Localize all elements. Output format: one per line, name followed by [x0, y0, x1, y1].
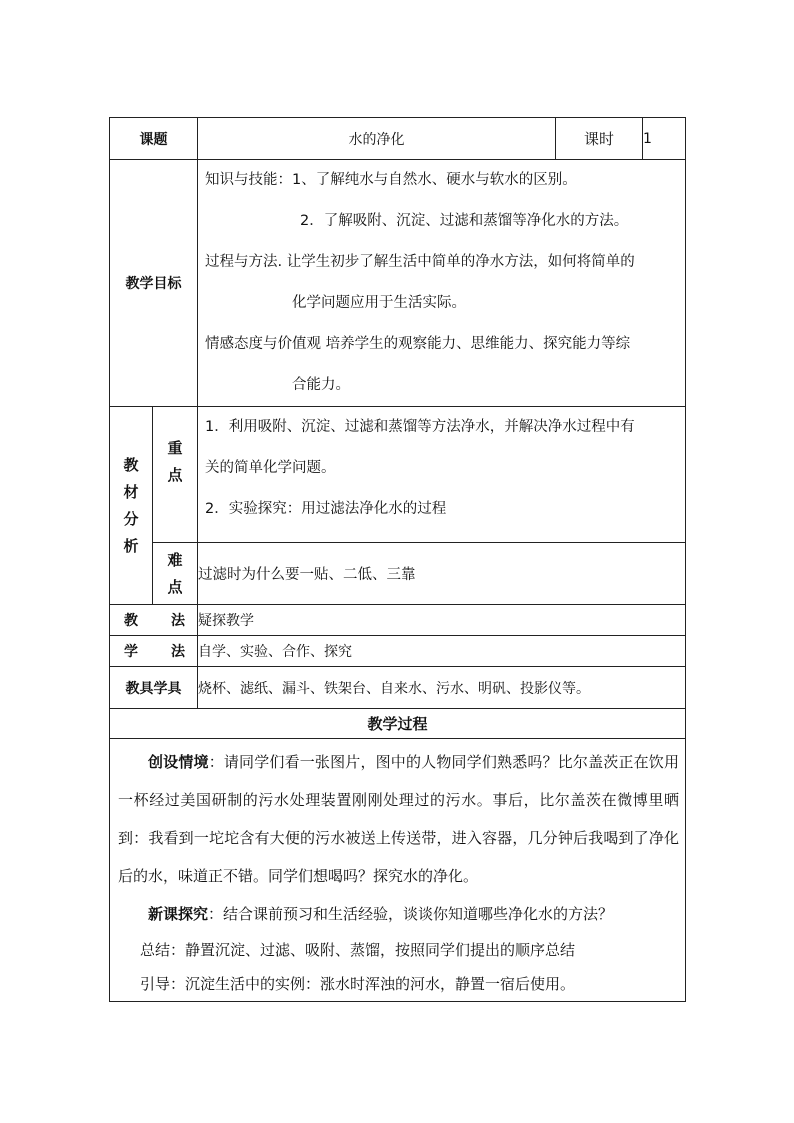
guide-line: 引导：沉淀生活中的实例：涨水时浑浊的河水，静置一宿后使用。: [140, 975, 576, 993]
lesson-plan-table: [109, 117, 686, 1002]
goal-line-4: 化学问题应用于生活实际。: [292, 295, 466, 311]
difficult-points-row: [110, 543, 686, 605]
goals-label: 教学目标: [110, 160, 198, 407]
learning-method-label: [110, 636, 198, 667]
key-line-3: 2．实验探究：用过滤法净化水的过程: [205, 501, 447, 517]
key-line-2: 关的简单化学问题。: [205, 460, 336, 476]
analysis-char-1: 教: [123, 455, 139, 474]
learning-method-value: 自学、实验、合作、探究: [198, 636, 686, 667]
difficult-points-text: 过滤时为什么要一贴、二低、三靠: [198, 543, 686, 605]
topic-value: 水的净化: [198, 118, 556, 160]
key-char-2: 点: [167, 466, 183, 484]
tools-value: 烧杯、滤纸、漏斗、铁架台、自来水、污水、明矾、投影仪等。: [198, 667, 686, 709]
summary-line: 总结：静置沉淀、过滤、吸附、蒸馏，按照同学们提出的顺序总结: [140, 941, 576, 959]
analysis-char-3: 分: [123, 509, 139, 528]
learning-method-row: [110, 636, 686, 667]
goal-line-2: 2．了解吸附、沉淀、过滤和蒸馏等净化水的方法。: [300, 213, 629, 229]
explore-text: ：结合课前预习和生活经验，谈谈你知道哪些净化水的方法？: [208, 905, 614, 923]
key-char-1: 重: [167, 439, 183, 457]
topic-label: 课题: [110, 118, 198, 160]
key-line-1: 1．利用吸附、沉淀、过滤和蒸馏等方法净水，并解决净水过程中有: [205, 419, 635, 435]
scenario-text: ：请同学们看一张图片，图中的人物同学们熟悉吗？比尔盖茨正在饮用一杯经过美国研制的污水处理装置刚刚处理过的污水。事后，比尔盖茨在微博里晒到：我看到一坨坨含有大便的污水被送上传送带，进入容器，几分钟后我喝到了净化后的水，味道正不错。同学们想喝吗？探究水的净化。: [118, 753, 679, 885]
process-content-row: [110, 739, 686, 1002]
analysis-char-4: 析: [123, 536, 139, 555]
teaching-method-row: [110, 605, 686, 636]
teaching-method-value: 疑探教学: [198, 605, 686, 636]
goals-row: [110, 160, 686, 407]
key-points-content: [198, 407, 686, 543]
period-label: 课时: [556, 118, 643, 160]
goal-line-3: 过程与方法. 让学生初步了解生活中简单的净水方法，如何将简单的: [205, 254, 635, 270]
scenario-paragraph: [110, 743, 685, 895]
key-points-row: [110, 407, 686, 543]
analysis-label: [110, 407, 153, 605]
tools-label: 教具学具: [110, 667, 198, 709]
key-points-label: [153, 407, 198, 543]
goal-line-5: 情感态度与价值观 培养学生的观察能力、思维能力、探究能力等综: [205, 336, 631, 352]
difficult-char-1: 难: [167, 550, 183, 569]
scenario-label: 创设情境: [148, 753, 209, 771]
teaching-method-label-a: 教: [124, 613, 138, 629]
difficult-points-label: [153, 543, 198, 605]
goal-line-1: 知识与技能：1、了解纯水与自然水、硬水与软水的区别。: [205, 172, 577, 188]
process-title: 教学过程: [110, 709, 686, 739]
teaching-method-label: [110, 605, 198, 636]
learning-method-label-a: 学: [124, 644, 138, 660]
goal-line-6: 合能力。: [292, 377, 350, 393]
tools-row: [110, 667, 686, 709]
header-row: [110, 118, 686, 160]
explore-paragraph: [110, 895, 685, 933]
explore-label: 新课探究: [148, 905, 209, 923]
goals-content: [198, 160, 686, 407]
difficult-char-2: 点: [167, 577, 183, 596]
learning-method-label-b: 法: [171, 644, 185, 660]
process-content: [110, 739, 686, 1002]
period-value: 1: [643, 118, 686, 160]
teaching-method-label-b: 法: [171, 613, 185, 629]
analysis-char-2: 材: [123, 482, 139, 501]
process-title-row: [110, 709, 686, 739]
